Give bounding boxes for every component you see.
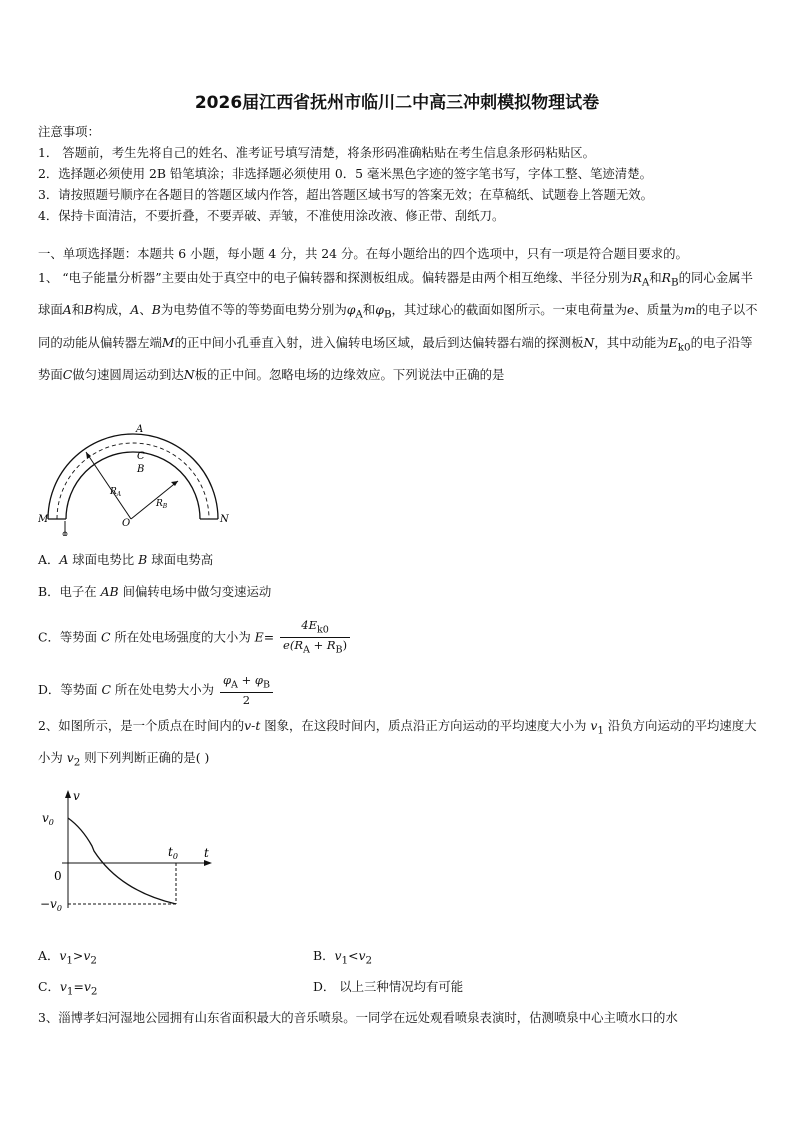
note-item-1: 1． 答题前，考生先将自己的姓名、准考证号填写清楚，将条形码准确粘贴在考生信息条形码粘贴区。 — [38, 145, 596, 160]
question-3-stem: 3、淄博孝妇河湿地公园拥有山东省面积最大的音乐喷泉。一同学在远处观看喷泉表演时，估测喷泉中心主喷水口的水 — [38, 1010, 678, 1025]
question-2-stem: 2、如图所示，是一个质点在时间内的v-t 图象，在这段时间内，质点沿正方向运动的平均速度大小为 $v_1$ 沿负方向运动的平均速度大小为 $v_2$ 则下列判断正确的是( ) — [38, 718, 757, 769]
radius-RB — [131, 481, 178, 519]
label-N: N — [220, 514, 229, 525]
q1-option-C[interactable]: C．等势面 C 所在处电场强度的大小为 E= $\frac{4E_{k0}}{e(R_A + R_B)}$ — [38, 618, 350, 658]
outer-hemisphere-A — [48, 434, 218, 519]
origin-label: 0 — [54, 869, 62, 883]
inner-hemisphere-B — [66, 452, 200, 519]
potential-fraction: $\frac{\varphi_A + \varphi_B}{2}$ — [220, 673, 273, 708]
note-item-2: 2．选择题必须使用 2B 铅笔填涂；非选择题必须使用 0．5 毫米黑色字迹的签字笔书写，字体工整、笔迹清楚。 — [38, 166, 652, 181]
note-item-3: 3．请按照题号顺序在各题目的答题区域内作答，超出答题区域书写的答案无效；在草稿纸、试题卷上答题无效。 — [38, 187, 654, 202]
vt-graph — [40, 786, 220, 916]
v0-label: $v_0$ — [42, 811, 54, 827]
label-B: B — [137, 464, 145, 475]
label-A: A — [136, 424, 144, 435]
v-axis-arrow — [65, 790, 71, 798]
q2-option-D[interactable]: D． 以上三种情况均有可能 — [313, 979, 464, 994]
equipotential-C — [57, 443, 209, 519]
section-heading: 一、单项选择题：本题共 6 小题，每小题 4 分，共 24 分。在每小题给出的四个选项中，只有一项是符合题目要求的。 — [38, 246, 688, 261]
velocity-curve — [68, 818, 176, 904]
notes-header: 注意事项： — [38, 124, 100, 139]
q1-option-B[interactable]: B．电子在 AB 间偏转电场中做匀变速运动 — [38, 584, 272, 599]
label-RB: $R_B$ — [156, 499, 168, 510]
note-item-4: 4．保持卡面清洁，不要折叠，不要弄破、弄皱，不准使用涂改液、修正带、刮纸刀。 — [38, 208, 505, 223]
radius-RA — [86, 452, 131, 519]
q2-option-C[interactable]: C．$v_1=v_2$ — [38, 979, 98, 998]
label-RA: $R_A$ — [110, 487, 122, 498]
q2-option-A[interactable]: A．$v_1>v_2$ — [38, 948, 97, 967]
v-axis-label: v — [73, 789, 80, 803]
field-strength-fraction: $\frac{4E_{k0}}{e(R_A + R_B)}$ — [280, 618, 350, 658]
q1-option-A[interactable]: A．A 球面电势比 B 球面电势高 — [38, 552, 214, 567]
deflector-figure — [38, 424, 238, 536]
question-1-stem: 1、 “电子能量分析器”主要由处于真空中的电子偏转器和探测板组成。偏转器是由两个相互绝缘、半径分别为$R_A$和$R_B$的同心金属半球面A和B构成，A、B为电势值不等的等势面电势分别为$\varphi_A$和$\varphi_B$，其过球心的截面如图所示。一束电荷量为e、质量为m的电子以不同的动能从偏转器左端M的正中间小孔垂直入射，进入偏转电场区域，最后到达偏转器右端的探测板N，其中动能为$E_{k0}$的电子沿等势面C做匀速圆周运动到达N板的正中间。忽略电场的边缘效应。下列说法中正确的是 — [38, 270, 758, 383]
t0-label: $t_0$ — [168, 845, 178, 861]
label-M: M — [38, 514, 49, 525]
label-O: O — [122, 518, 131, 529]
t-axis-arrow — [204, 860, 212, 866]
q2-option-B[interactable]: B．$v_1<v_2$ — [313, 948, 373, 967]
exam-title: 2026届江西省抚州市临川二中高三冲刺模拟物理试卷 — [194, 93, 600, 113]
t-axis-label: t — [204, 846, 209, 860]
neg-v0-label: $-v_0$ — [40, 897, 62, 913]
label-C: C — [137, 451, 145, 462]
q1-option-D[interactable]: D．等势面 C 所在处电势大小为 $\frac{\varphi_A + \varphi_B}{2}$ — [38, 673, 273, 708]
